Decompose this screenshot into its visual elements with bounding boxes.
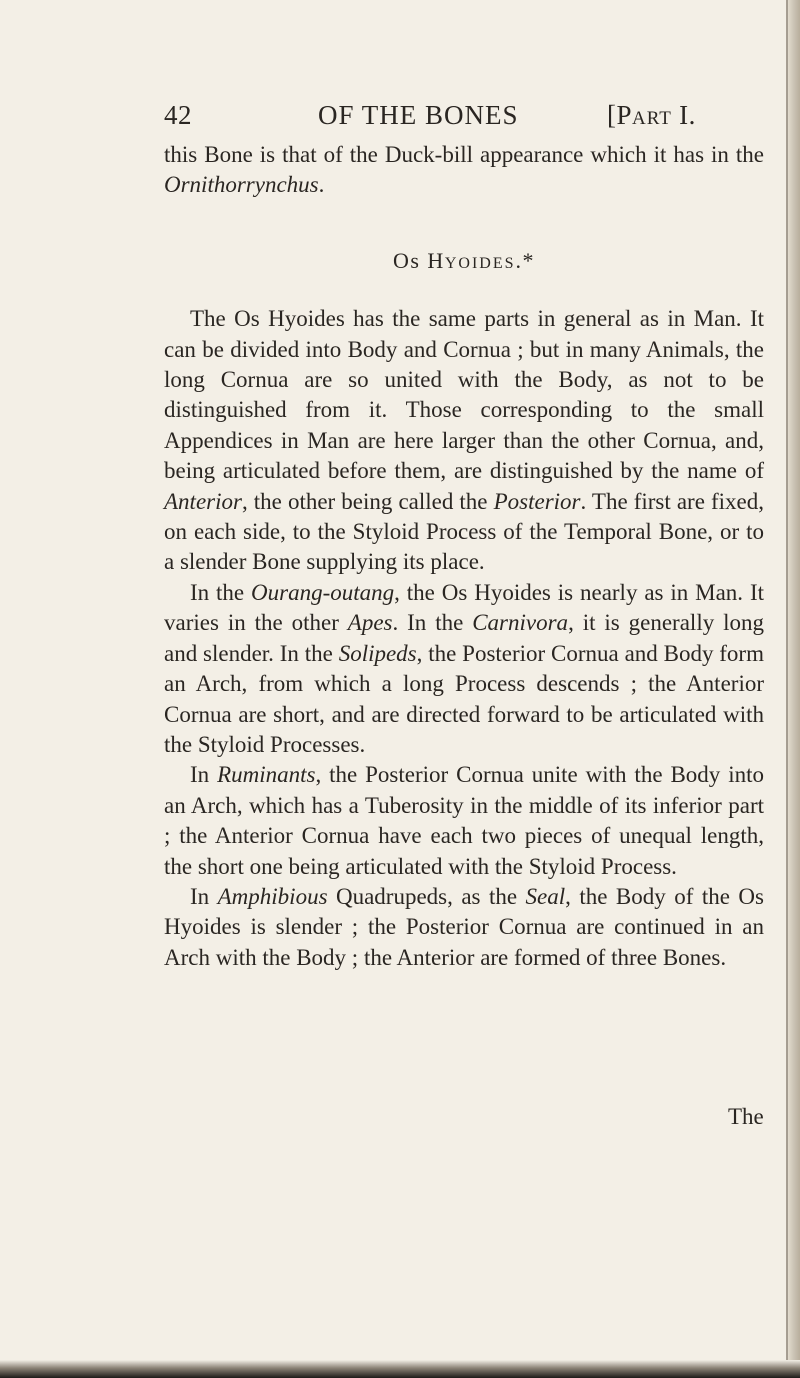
- intro-text-2: .: [318, 172, 325, 198]
- body-text: [164, 140, 764, 973]
- page-edge-shadow: [786, 0, 788, 1378]
- p1-italic-2: Posterior: [493, 488, 581, 514]
- p2-italic-1: Ourang-outang: [251, 579, 395, 605]
- intro-text-1: this Bone is that of the Duck-bill appearance which it has in the: [164, 142, 764, 167]
- p4-italic-1: Amphibious: [217, 883, 328, 909]
- p2-text-1: In the: [190, 579, 252, 605]
- p2-text-5: , the Posterior Cornua and Body form an Arch, from which a long Process descends ; the Anterior Cornua are short, and are directed forward to be articulated with the Styloid Processes.: [164, 640, 764, 757]
- p1-text-2: , the other being called the: [241, 488, 494, 514]
- p3-italic-1: Ruminants: [217, 762, 316, 788]
- p3-text-2: , the Posterior Cornua unite with the Body into an Arch, which has a Tuberosity in the middle of its inferior part ; the Anterior Cornua have each two pieces of unequal length, the short one being articulated with the Styloid Process.: [164, 762, 764, 879]
- part-prefix: [P: [607, 100, 633, 130]
- p4-text-3: , the Body of the Os Hyoides is slender ; the Posterior Cornua are continued in an Arch with the Body ; the Anterior are formed of three Bones.: [164, 883, 764, 970]
- heading-smallcaps: YOIDES: [444, 254, 516, 272]
- paragraph-general: [164, 304, 764, 578]
- section-heading: [164, 246, 764, 279]
- p2-text-3: . In the: [392, 610, 473, 636]
- part-label: [607, 100, 696, 131]
- part-smallcaps: ART: [632, 108, 672, 129]
- page-number: 42: [164, 100, 192, 130]
- p3-text-1: In: [190, 762, 218, 788]
- p2-italic-2: Apes: [347, 610, 393, 636]
- running-title: OF THE BONES: [318, 100, 519, 130]
- p1-italic-1: Anterior: [164, 488, 242, 514]
- p4-italic-2: Seal: [525, 883, 566, 909]
- heading-suffix: .*: [515, 247, 535, 273]
- p1-text-1: The Os Hyoides has the same parts in general as in Man. It can be divided into Body and Cornua ; but in many Animals, the long Cornua are so united with the Body, as not to be distinguished from it. Those corresponding to the small Appendices in Man are here larger than the other Cornua, and, being articulated before them, are distinguished by the name of: [164, 306, 764, 484]
- p2-text-4: , it is generally long and slender. In the: [164, 610, 764, 666]
- p4-text-1: In: [190, 883, 218, 909]
- p2-italic-3: Carnivora: [472, 610, 569, 636]
- running-header: [164, 100, 764, 140]
- catchword: The: [728, 1104, 764, 1129]
- p2-text-2: , the Os Hyoides is nearly as in Man. It varies in the other: [164, 579, 764, 636]
- paragraph-amphibious: [164, 882, 764, 973]
- paragraph-apes: [164, 578, 764, 760]
- part-numeral: I.: [671, 100, 696, 130]
- p2-italic-4: Solipeds: [338, 640, 417, 666]
- scan-bottom-edge: [0, 1360, 800, 1378]
- heading-initial: Os H: [392, 247, 445, 273]
- p4-text-2: Quadrupeds, as the: [327, 883, 526, 909]
- paragraph-ruminants: [164, 760, 764, 882]
- p1-text-3: . The first are fixed, on each side, to the Styloid Process of the Temporal Bone, or to a slender Bone supplying its place.: [164, 488, 764, 575]
- intro-italic-1: Ornithorrynchus: [164, 172, 319, 198]
- intro-paragraph: [164, 140, 764, 201]
- page-edge: [786, 0, 800, 1378]
